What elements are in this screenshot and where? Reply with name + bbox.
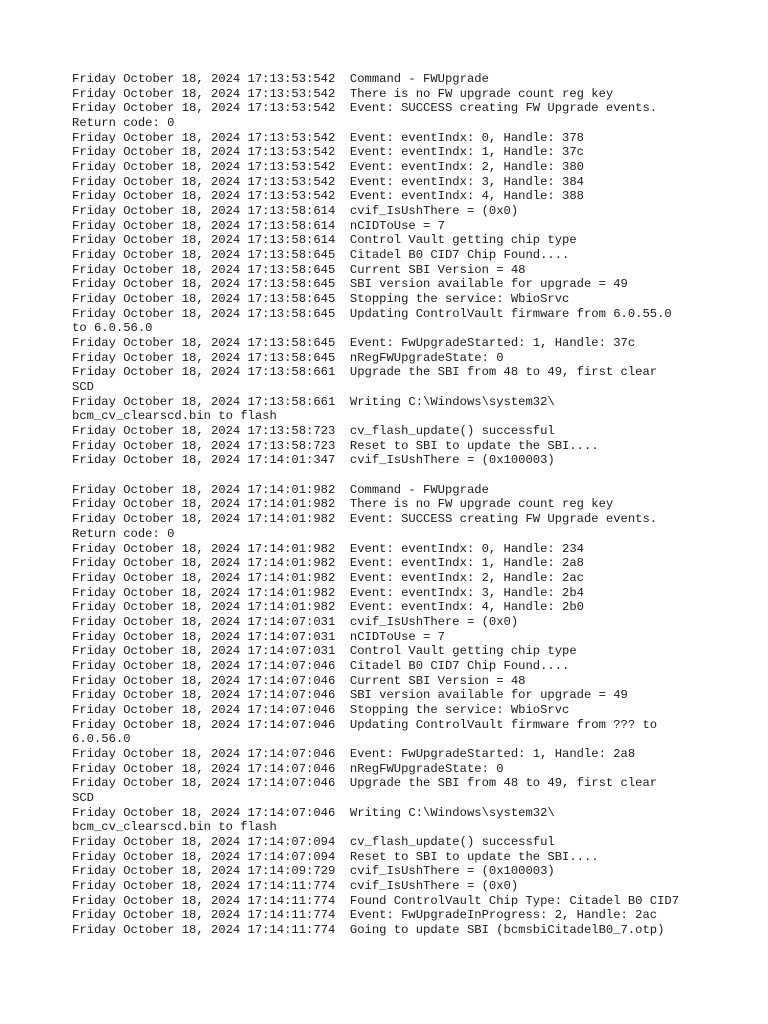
log-line: Friday October 18, 2024 17:14:01:347 cvif_IsUshThere = (0x100003): [72, 453, 555, 468]
log-line: 6.0.56.0: [72, 732, 131, 747]
log-line: Friday October 18, 2024 17:13:53:542 Event: eventIndx: 3, Handle: 384: [72, 174, 584, 189]
log-line: Friday October 18, 2024 17:14:07:046 Citadel B0 CID7 Chip Found....: [72, 658, 570, 673]
log-line: Friday October 18, 2024 17:13:58:645 Stopping the service: WbioSrvc: [72, 292, 570, 307]
log-line: Friday October 18, 2024 17:13:58:645 Current SBI Version = 48: [72, 262, 526, 277]
log-line: Friday October 18, 2024 17:14:07:094 Reset to SBI to update the SBI....: [72, 849, 599, 864]
log-line: Friday October 18, 2024 17:13:58:661 Upgrade the SBI from 48 to 49, first clear: [72, 365, 658, 380]
log-line: bcm_cv_clearscd.bin to flash: [72, 409, 277, 424]
log-line: SCD: [72, 380, 94, 395]
log-line: bcm_cv_clearscd.bin to flash: [72, 820, 277, 835]
log-line: Friday October 18, 2024 17:14:07:046 Upgrade the SBI from 48 to 49, first clear: [72, 776, 658, 791]
log-line: Friday October 18, 2024 17:14:11:774 Going to update SBI (bcmsbiCitadelB0_7.otp): [72, 922, 665, 937]
log-line: Friday October 18, 2024 17:14:11:774 Found ControlVault Chip Type: Citadel B0 CID7: [72, 893, 680, 908]
log-line: Friday October 18, 2024 17:14:01:982 Event: eventIndx: 3, Handle: 2b4: [72, 585, 584, 600]
log-line: Friday October 18, 2024 17:14:07:046 Current SBI Version = 48: [72, 673, 526, 688]
log-line: Friday October 18, 2024 17:14:01:982 Event: eventIndx: 4, Handle: 2b0: [72, 600, 584, 615]
log-line: Friday October 18, 2024 17:13:58:723 cv_flash_update() successful: [72, 424, 555, 439]
log-line: Friday October 18, 2024 17:14:07:031 cvif_IsUshThere = (0x0): [72, 614, 519, 629]
log-line: Friday October 18, 2024 17:13:53:542 Event: eventIndx: 0, Handle: 378: [72, 130, 584, 145]
log-line: Friday October 18, 2024 17:14:01:982 Command - FWUpgrade: [72, 482, 489, 497]
log-line: Return code: 0: [72, 526, 175, 541]
log-line: Friday October 18, 2024 17:14:01:982 There is no FW upgrade count reg key: [72, 497, 614, 512]
log-line: Friday October 18, 2024 17:14:07:046 Writing C:\Windows\system32\: [72, 805, 555, 820]
log-line: to 6.0.56.0: [72, 321, 153, 336]
log-line: Friday October 18, 2024 17:13:53:542 Event: eventIndx: 4, Handle: 388: [72, 189, 584, 204]
log-line: Friday October 18, 2024 17:13:53:542 Event: eventIndx: 1, Handle: 37c: [72, 145, 584, 160]
log-line: Friday October 18, 2024 17:14:07:046 SBI version available for upgrade = 49: [72, 688, 628, 703]
log-line: Friday October 18, 2024 17:13:53:542 There is no FW upgrade count reg key: [72, 86, 614, 101]
log-line: Friday October 18, 2024 17:13:58:645 SBI version available for upgrade = 49: [72, 277, 628, 292]
log-line: Friday October 18, 2024 17:14:07:031 nCIDToUse = 7: [72, 629, 445, 644]
log-line: Friday October 18, 2024 17:14:09:729 cvif_IsUshThere = (0x100003): [72, 864, 555, 879]
log-line: Friday October 18, 2024 17:13:53:542 Event: eventIndx: 2, Handle: 380: [72, 160, 584, 175]
log-line: Friday October 18, 2024 17:14:07:046 Event: FwUpgradeStarted: 1, Handle: 2a8: [72, 746, 636, 761]
log-line: Friday October 18, 2024 17:14:01:982 Event: eventIndx: 0, Handle: 234: [72, 541, 584, 556]
log-line: Friday October 18, 2024 17:13:58:645 Updating ControlVault firmware from 6.0.55.0: [72, 306, 672, 321]
log-line: Friday October 18, 2024 17:13:53:542 Command - FWUpgrade: [72, 72, 489, 86]
log-line: Friday October 18, 2024 17:13:58:645 nRegFWUpgradeState: 0: [72, 350, 504, 365]
log-line: Friday October 18, 2024 17:13:53:542 Event: SUCCESS creating FW Upgrade events.: [72, 101, 658, 116]
log-line: Friday October 18, 2024 17:14:01:982 Event: eventIndx: 2, Handle: 2ac: [72, 570, 584, 585]
log-line: Friday October 18, 2024 17:14:01:982 Event: SUCCESS creating FW Upgrade events.: [72, 512, 658, 527]
log-line: Friday October 18, 2024 17:14:11:774 Event: FwUpgradeInProgress: 2, Handle: 2ac: [72, 908, 658, 923]
log-line: Friday October 18, 2024 17:13:58:645 Citadel B0 CID7 Chip Found....: [72, 248, 570, 263]
log-line: Friday October 18, 2024 17:13:58:723 Reset to SBI to update the SBI....: [72, 438, 599, 453]
log-line: Return code: 0: [72, 116, 175, 131]
log-line: Friday October 18, 2024 17:14:11:774 cvif_IsUshThere = (0x0): [72, 878, 519, 893]
blank-line: [72, 468, 712, 483]
log-line: Friday October 18, 2024 17:14:07:046 Updating ControlVault firmware from ??? to: [72, 717, 658, 732]
log-line: Friday October 18, 2024 17:13:58:614 nCIDToUse = 7: [72, 218, 445, 233]
log-line: Friday October 18, 2024 17:13:58:614 Control Vault getting chip type: [72, 233, 577, 248]
log-line: Friday October 18, 2024 17:13:58:645 Event: FwUpgradeStarted: 1, Handle: 37c: [72, 336, 636, 351]
log-line: Friday October 18, 2024 17:13:58:661 Writing C:\Windows\system32\: [72, 394, 555, 409]
log-line: Friday October 18, 2024 17:14:01:982 Event: eventIndx: 1, Handle: 2a8: [72, 556, 584, 571]
log-line: Friday October 18, 2024 17:13:58:614 cvif_IsUshThere = (0x0): [72, 204, 519, 219]
log-line: Friday October 18, 2024 17:14:07:046 Stopping the service: WbioSrvc: [72, 702, 570, 717]
log-line: Friday October 18, 2024 17:14:07:046 nRegFWUpgradeState: 0: [72, 761, 504, 776]
log-line: Friday October 18, 2024 17:14:07:031 Control Vault getting chip type: [72, 644, 577, 659]
log-line: Friday October 18, 2024 17:14:07:094 cv_flash_update() successful: [72, 834, 555, 849]
log-line: SCD: [72, 790, 94, 805]
log-document: [72, 72, 712, 938]
